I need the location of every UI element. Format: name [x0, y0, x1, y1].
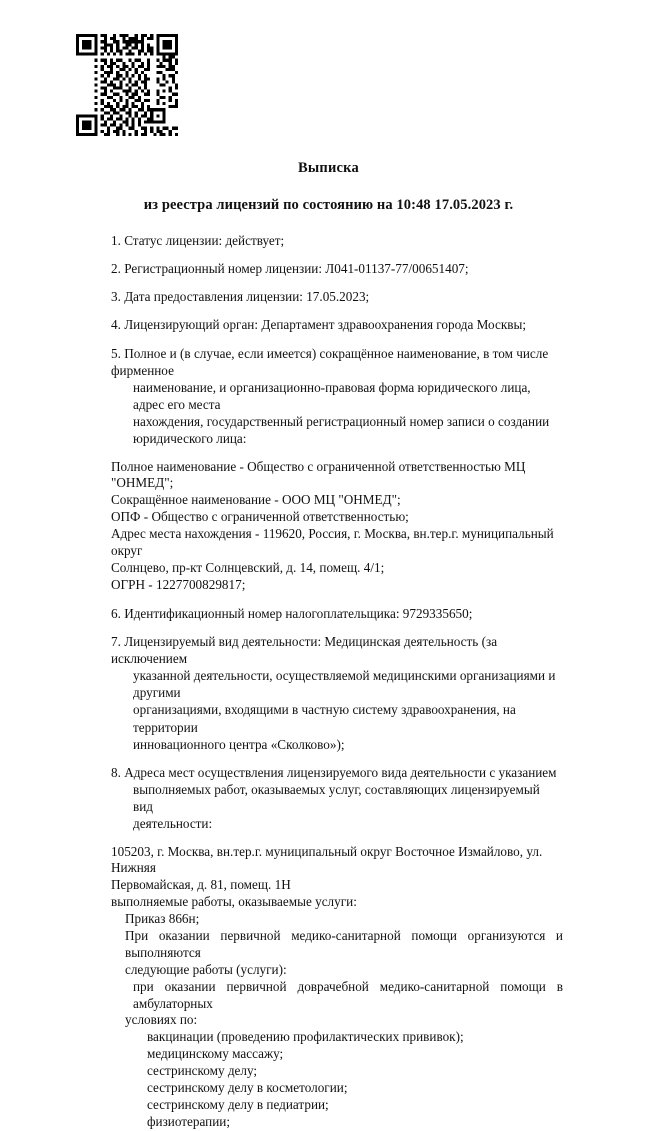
- page-title: Выписка: [298, 160, 359, 176]
- item7-line1: 7. Лицензируемый вид деятельности: Медицинская деятельность (за исключением: [111, 633, 498, 666]
- qr-code-icon: [76, 33, 178, 137]
- page-subtitle: из реестра лицензий по состоянию на 10:48 17.05.2023 г.: [143, 197, 514, 213]
- item8-line2: выполняемых работ, оказываемых услуг, составляющих лицензируемый вид: [133, 782, 540, 815]
- activity-address-line1: 105203, г. Москва, вн.тер.г. муниципальный округ Восточное Измайлово, ул. Нижняя: [111, 843, 543, 876]
- service-item: физиотерапии;: [147, 1113, 231, 1129]
- activity-addresses-item: [111, 764, 563, 833]
- license-number-item: 2. Регистрационный номер лицензии: Л041-01137-77/00651407;: [111, 261, 469, 277]
- entity-details-block: [111, 459, 563, 594]
- primary-care-line1: При оказании первичной медико-санитарной помощи организуются и выполняются: [125, 928, 563, 960]
- item8-line1: 8. Адреса мест осуществления лицензируемого вида деятельности с указанием: [111, 764, 557, 780]
- entity-legal-form: ОПФ - Общество с ограниченной ответственностью;: [111, 509, 409, 525]
- licensed-activity-item: [111, 633, 563, 753]
- service-item: сестринскому делу в косметологии;: [147, 1080, 348, 1096]
- item7-line3: организациями, входящими в частную систему здравоохранения, на территории: [133, 702, 516, 735]
- entity-short-name: Сокращённое наименование - ООО МЦ "ОНМЕД";: [111, 492, 401, 508]
- activity-address-block: [111, 844, 563, 1131]
- document-body: [111, 232, 563, 1131]
- item7-line4: инновационного центра «Сколково»);: [133, 736, 345, 752]
- item5-line4: юридического лица:: [133, 431, 247, 447]
- entity-full-name: Полное наименование - Общество с ограниченной ответственностью МЦ "ОНМЕД";: [111, 458, 526, 491]
- primary-care-line2: следующие работы (услуги):: [125, 961, 287, 977]
- entity-name-heading-item: [111, 345, 563, 448]
- works-services-header: выполняемые работы, оказываемые услуги:: [111, 894, 357, 910]
- service-item: сестринскому делу;: [147, 1063, 258, 1079]
- item8-line3: деятельности:: [133, 816, 213, 832]
- item5-line2: наименование, и организационно-правовая форма юридического лица, адрес его места: [133, 379, 531, 413]
- order-reference: Приказ 866н;: [125, 911, 200, 927]
- entity-ogrn: ОГРН - 1227700829817;: [111, 576, 246, 592]
- taxpayer-number-item: 6. Идентификационный номер налогоплательщика: 9729335650;: [111, 605, 473, 621]
- service-item: сестринскому делу в педиатрии;: [147, 1096, 329, 1112]
- item7-line2: указанной деятельности, осуществляемой медицинскими организациями и другими: [133, 668, 556, 701]
- outpatient-line2: условиях по:: [125, 1012, 198, 1028]
- activity-address-line2: Первомайская, д. 81, помещ. 1Н: [111, 877, 291, 893]
- entity-address-line2: Солнцево, пр-кт Солнцевский, д. 14, помещ. 4/1;: [111, 559, 385, 575]
- license-status-item: 1. Статус лицензии: действует;: [111, 233, 285, 248]
- outpatient-line1: при оказании первичной доврачебной медико-санитарной помощи в амбулаторных: [133, 978, 563, 1011]
- service-item: вакцинации (проведению профилактических прививок);: [147, 1029, 464, 1045]
- entity-address-line1: Адрес места нахождения - 119620, Россия, г. Москва, вн.тер.г. муниципальный округ: [111, 526, 554, 559]
- licensing-authority-item: 4. Лицензирующий орган: Департамент здравоохранения города Москвы;: [111, 317, 526, 333]
- service-item: медицинскому массажу;: [147, 1046, 284, 1062]
- license-date-item: 3. Дата предоставления лицензии: 17.05.2023;: [111, 289, 370, 305]
- item5-line3: нахождения, государственный регистрационный номер записи о создании: [133, 414, 550, 430]
- item5-line1: 5. Полное и (в случае, если имеется) сокращённое наименование, в том числе фирменное: [111, 345, 549, 378]
